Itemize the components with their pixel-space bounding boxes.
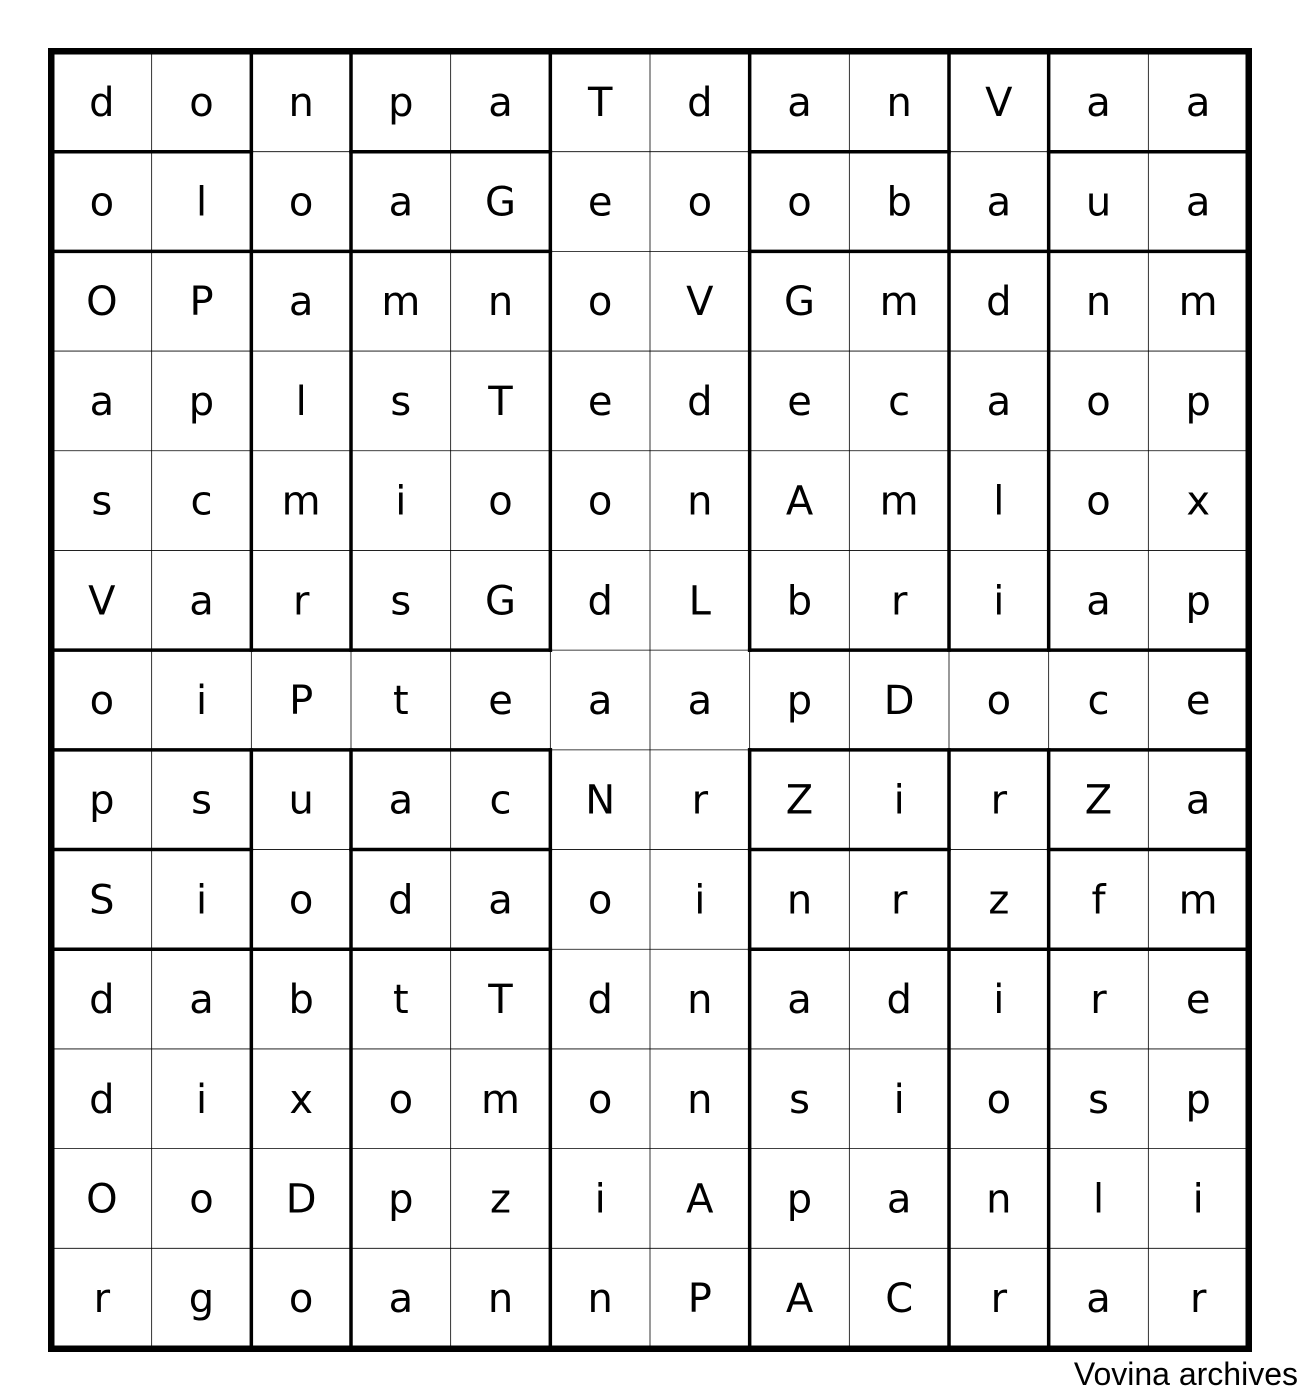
grid-cell-letter: a <box>1185 79 1211 126</box>
grid-cell-letter: V <box>686 279 714 326</box>
grid-cell-letter: m <box>381 279 421 326</box>
grid-cell-letter: l <box>1092 1176 1105 1223</box>
grid-cell-letter: e <box>787 378 812 425</box>
grid-cell-letter: e <box>488 678 513 724</box>
grid-cell-letter: p <box>188 378 215 425</box>
grid-cell-letter: o <box>587 478 613 525</box>
grid-cell-letter: d <box>89 79 115 126</box>
grid-cell-letter: r <box>990 777 1008 824</box>
grid-cell-letter: n <box>487 279 514 326</box>
grid-cell-letter: A <box>785 478 814 525</box>
grid-cell-letter: p <box>786 678 813 724</box>
grid-cell-letter: e <box>587 378 613 425</box>
grid-cell-letter: a <box>189 578 214 625</box>
grid-cell-letter: T <box>488 378 513 425</box>
grid-cell-letter: o <box>189 1176 214 1223</box>
grid-cell-letter: m <box>481 1076 520 1123</box>
grid-cell-letter: z <box>490 1176 511 1223</box>
grid-cell-letter: p <box>1185 1076 1211 1123</box>
grid-cell-letter: o <box>986 1076 1012 1123</box>
grid-cell-letter: r <box>1189 1276 1207 1323</box>
grid-cell-letter: n <box>288 79 314 126</box>
grid-cell-letter: d <box>388 877 414 924</box>
grid-cell-letter: a <box>288 279 314 326</box>
grid-cell-letter: m <box>1178 877 1218 924</box>
grid-cell-letter: n <box>687 478 713 525</box>
grid-cell-letter: L <box>688 578 711 625</box>
grid-cell-letter: i <box>1192 1176 1204 1223</box>
grid-cell-letter: a <box>587 678 613 724</box>
grid-cell-letter: G <box>485 179 516 226</box>
grid-cell-letter: n <box>587 1276 613 1323</box>
grid-cell-letter: r <box>93 1276 111 1323</box>
grid-cell-letter: G <box>784 279 815 326</box>
grid-cell-letter: a <box>886 1176 912 1223</box>
grid-cell-letter: a <box>388 777 414 824</box>
grid-cell-letter: N <box>585 777 616 824</box>
grid-cell-letter: a <box>488 79 513 126</box>
grid-cell-letter: t <box>392 678 409 724</box>
grid-cell-letter: l <box>993 478 1005 525</box>
grid-cell-letter: a <box>189 977 214 1024</box>
grid-cell-letter: a <box>388 1276 414 1323</box>
grid-cell-letter: n <box>687 1076 713 1123</box>
credit-label: Vovina archives <box>1073 1356 1298 1392</box>
grid-cell-letter: i <box>993 578 1005 625</box>
grid-cell-letter: l <box>295 378 307 425</box>
grid-cell-letter: i <box>893 1076 905 1123</box>
grid-cell-letter: O <box>86 1176 118 1223</box>
grid-cell-letter: r <box>292 578 310 625</box>
grid-cell-letter: a <box>986 378 1012 425</box>
grid-cell-letter: r <box>890 877 908 924</box>
grid-cell-letter: s <box>390 578 412 625</box>
grid-cell-letter: S <box>89 877 115 924</box>
grid-cell-letter: o <box>587 1076 613 1123</box>
grid-cell-letter: o <box>189 79 214 126</box>
grid-cell-letter: m <box>879 279 919 326</box>
grid-cell-letter: O <box>86 279 118 326</box>
grid-cell-letter: o <box>288 1276 314 1323</box>
grid-cell-letter: u <box>1085 179 1112 226</box>
grid-cell-letter: o <box>587 877 613 924</box>
grid-cell-letter: t <box>392 977 409 1024</box>
grid-cell-letter: P <box>687 1276 712 1323</box>
grid-cell-letter: i <box>694 877 706 924</box>
grid-cell-letter: i <box>893 777 905 824</box>
grid-cell-letter: n <box>786 877 813 924</box>
grid-cell-letter: i <box>594 1176 606 1223</box>
grid-cell-letter: Z <box>1084 777 1113 824</box>
grid-cell-letter: T <box>587 79 613 126</box>
grid-cell-letter: i <box>195 1076 208 1123</box>
grid-cell-letter: l <box>195 179 208 226</box>
grid-cell-letter: Z <box>785 777 814 824</box>
grid-cell-letter: A <box>686 1176 714 1223</box>
grid-cell-letter: a <box>787 79 812 126</box>
grid-cell-letter: s <box>1088 1076 1109 1123</box>
grid-cell-letter: m <box>879 478 919 525</box>
grid-cell-letter: p <box>1185 378 1211 425</box>
grid-cell-letter: x <box>1186 478 1211 525</box>
grid-cell-letter: o <box>787 179 812 226</box>
grid-cell-letter: o <box>488 478 513 525</box>
grid-cell-letter: d <box>587 977 613 1024</box>
grid-cell-letter: D <box>883 678 915 724</box>
grid-cell-letter: d <box>89 1076 115 1123</box>
grid-cell-letter: n <box>687 977 713 1024</box>
grid-cell-letter: o <box>89 179 115 226</box>
grid-cell-letter: x <box>289 1076 314 1123</box>
grid-cell-letter: a <box>488 877 513 924</box>
grid-cell-letter: G <box>485 578 516 625</box>
grid-cell-letter: V <box>88 578 116 625</box>
grid-cell-letter: T <box>488 977 513 1024</box>
grid-cell-letter: n <box>886 79 912 126</box>
grid-cell-letter: a <box>1086 578 1111 625</box>
grid-cell-letter: p <box>89 777 115 824</box>
grid-cell-letter: e <box>1185 678 1211 724</box>
grid-cell-letter: s <box>91 478 113 525</box>
grid-cell-letter: p <box>388 79 414 126</box>
grid-cell-letter: b <box>886 179 912 226</box>
grid-cell-letter: o <box>388 1076 414 1123</box>
grid-cell-letter: o <box>288 877 314 924</box>
word-puzzle-grid <box>48 48 1252 1352</box>
grid-cell-letter: a <box>1086 1276 1111 1323</box>
grid-cell-letter: a <box>687 678 713 724</box>
grid-cell-letter: d <box>886 977 912 1024</box>
grid-cell-letter: p <box>786 1176 813 1223</box>
grid-cell-letter: a <box>1086 79 1111 126</box>
grid-cell-letter: s <box>789 1076 810 1123</box>
grid-cell-letter: p <box>388 1176 414 1223</box>
grid-cell-letter: b <box>786 578 813 625</box>
grid-cell-letter: a <box>1185 777 1211 824</box>
grid-cell-letter: s <box>191 777 212 824</box>
grid-cell-letter: a <box>89 378 115 425</box>
grid-cell-letter: o <box>89 678 115 724</box>
grid-cell-letter: p <box>1185 578 1211 625</box>
grid-cell-letter: r <box>1090 977 1107 1024</box>
grid-cell-letter: V <box>985 79 1013 126</box>
grid-cell-letter: e <box>1185 977 1211 1024</box>
grid-cell-letter: c <box>190 478 213 525</box>
grid-cell-letter: o <box>1086 378 1111 425</box>
grid-cell-letter: d <box>986 279 1012 326</box>
grid-cell-letter: g <box>188 1276 215 1323</box>
grid-cell-letter: a <box>1185 179 1211 226</box>
grid-cell-letter: r <box>691 777 709 824</box>
grid-cell-letter: n <box>487 1276 514 1323</box>
grid-cell-letter: c <box>1087 678 1110 724</box>
grid-cell-letter: b <box>288 977 314 1024</box>
grid-cell-letter: o <box>687 179 713 226</box>
grid-cell-letter: o <box>986 678 1012 724</box>
grid-cell-letter: c <box>489 777 512 824</box>
grid-cell-letter: o <box>587 279 613 326</box>
grid-cell-letter: a <box>388 179 414 226</box>
grid-cell-letter: i <box>395 478 407 525</box>
grid-cell-letter: d <box>687 378 713 425</box>
grid-cell-letter: i <box>195 678 208 724</box>
grid-cell-letter: n <box>1085 279 1112 326</box>
grid-cell-letter: r <box>890 578 908 625</box>
grid-cell-letter: C <box>885 1276 914 1323</box>
grid-cell-letter: P <box>189 279 214 326</box>
grid-cell-letter: e <box>587 179 613 226</box>
grid-cell-letter: f <box>1091 877 1106 924</box>
grid-cell-letter: P <box>289 678 314 724</box>
grid-cell-letter: A <box>785 1276 814 1323</box>
grid-cell-letter: D <box>285 1176 317 1223</box>
grid-cell-letter: c <box>888 378 911 425</box>
grid-cell-letter: i <box>993 977 1005 1024</box>
grid-cell-letter: z <box>988 877 1010 924</box>
grid-cell-letter: i <box>195 877 208 924</box>
grid-cell-letter: a <box>986 179 1012 226</box>
grid-cell-letter: d <box>587 578 613 625</box>
grid-cell-letter: r <box>990 1276 1008 1323</box>
grid-cell-letter: m <box>281 478 321 525</box>
grid-cell-letter: o <box>1086 478 1111 525</box>
grid-cell-letter: d <box>687 79 713 126</box>
grid-cell-letter: u <box>288 777 314 824</box>
grid-cell-letter: a <box>787 977 812 1024</box>
grid-cell-letter: n <box>986 1176 1012 1223</box>
grid-cell-letter: d <box>89 977 115 1024</box>
grid-cell-letter: m <box>1178 279 1218 326</box>
grid-cell-letter: o <box>288 179 314 226</box>
grid-cell-letter: s <box>390 378 412 425</box>
